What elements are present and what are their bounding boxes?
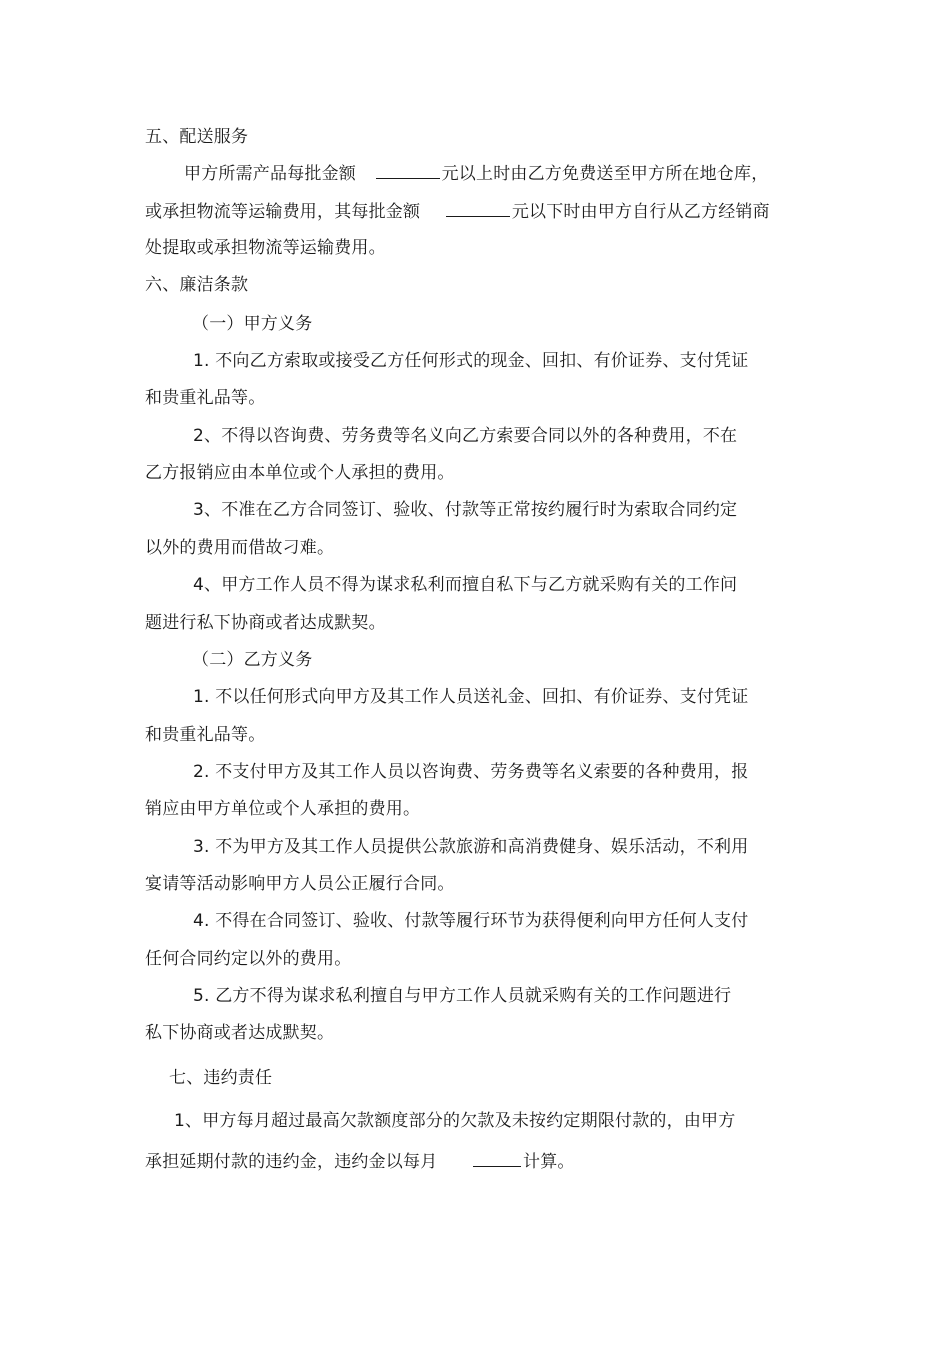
text-span: 计算。 bbox=[523, 1152, 575, 1172]
subsection-heading-party-b: （二）乙方义务 bbox=[192, 650, 313, 670]
text-span: 元以下时由甲方自行从乙方经销商 bbox=[511, 202, 770, 222]
paragraph-line: 和贵重礼品等。 bbox=[145, 388, 266, 408]
paragraph-line: 和贵重礼品等。 bbox=[145, 725, 266, 745]
text-span: 元以上时由乙方免费送至甲方所在地仓库， bbox=[441, 164, 769, 184]
section-heading-integrity: 六、廉洁条款 bbox=[145, 275, 249, 295]
section-heading-liability: 七、违约责任 bbox=[169, 1068, 273, 1088]
text-span: 或承担物流等运输费用，其每批金额 bbox=[145, 202, 421, 222]
paragraph-line: 1、甲方每月超过最高欠款额度部分的欠款及未按约定期限付款的，由甲方 bbox=[174, 1111, 736, 1131]
text-span: 甲方所需产品每批金额 bbox=[184, 164, 356, 184]
paragraph-line: 2、不得以咨询费、劳务费等名义向乙方索要合同以外的各种费用，不在 bbox=[193, 426, 738, 446]
fill-in-blank bbox=[446, 200, 510, 217]
subsection-heading-party-a: （一）甲方义务 bbox=[192, 314, 313, 334]
paragraph-line: 处提取或承担物流等运输费用。 bbox=[145, 238, 386, 258]
paragraph-line bbox=[145, 1150, 575, 1173]
fill-in-blank bbox=[376, 162, 440, 179]
paragraph-line: 宴请等活动影响甲方人员公正履行合同。 bbox=[145, 874, 455, 894]
paragraph-line: 1. 不向乙方索取或接受乙方任何形式的现金、回扣、有价证券、支付凭证 bbox=[193, 351, 749, 371]
paragraph-line: 乙方报销应由本单位或个人承担的费用。 bbox=[145, 463, 455, 483]
section-heading-delivery: 五、配送服务 bbox=[145, 127, 249, 147]
paragraph-line: 1. 不以任何形式向甲方及其工作人员送礼金、回扣、有价证券、支付凭证 bbox=[193, 687, 749, 707]
paragraph-line: 3. 不为甲方及其工作人员提供公款旅游和高消费健身、娱乐活动，不利用 bbox=[193, 837, 749, 857]
paragraph-line bbox=[145, 200, 770, 223]
paragraph-line: 题进行私下协商或者达成默契。 bbox=[145, 613, 386, 633]
paragraph-line: 5. 乙方不得为谋求私利擅自与甲方工作人员就采购有关的工作问题进行 bbox=[193, 986, 732, 1006]
paragraph-line: 2. 不支付甲方及其工作人员以咨询费、劳务费等名义索要的各种费用，报 bbox=[193, 762, 749, 782]
text-span: 承担延期付款的违约金，违约金以每月 bbox=[145, 1152, 438, 1172]
fill-in-blank bbox=[473, 1150, 521, 1167]
paragraph-line: 以外的费用而借故刁难。 bbox=[145, 538, 335, 558]
paragraph-line: 任何合同约定以外的费用。 bbox=[145, 949, 352, 969]
paragraph-line: 私下协商或者达成默契。 bbox=[145, 1023, 335, 1043]
paragraph-line bbox=[184, 162, 768, 185]
paragraph-line: 4、甲方工作人员不得为谋求私利而擅自私下与乙方就采购有关的工作问 bbox=[193, 575, 738, 595]
paragraph-line: 4. 不得在合同签订、验收、付款等履行环节为获得便利向甲方任何人支付 bbox=[193, 911, 749, 931]
paragraph-line: 3、不准在乙方合同签订、验收、付款等正常按约履行时为索取合同约定 bbox=[193, 500, 738, 520]
paragraph-line: 销应由甲方单位或个人承担的费用。 bbox=[145, 799, 421, 819]
